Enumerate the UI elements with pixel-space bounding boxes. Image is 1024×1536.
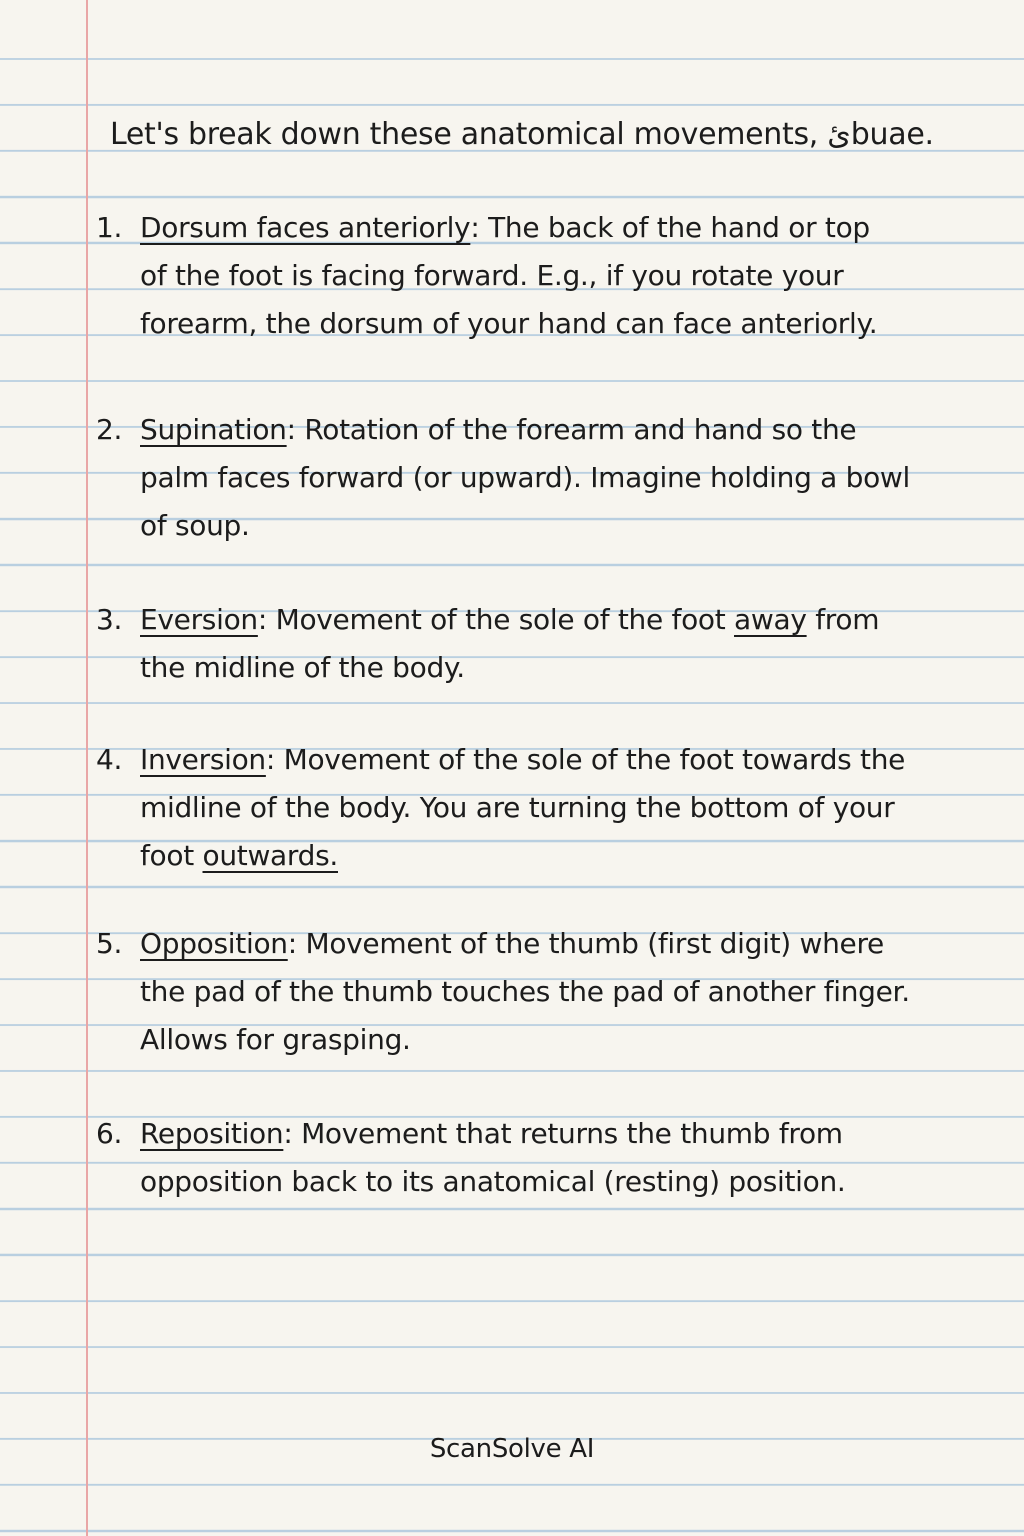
item-emphasis: away [734, 603, 807, 636]
item-term: Opposition [140, 927, 288, 960]
item-number: 3. [96, 603, 123, 636]
item-text: : The back of the hand or top [470, 211, 870, 244]
item-number: 6. [96, 1117, 123, 1150]
item-term: Reposition [140, 1117, 284, 1150]
item-text: from [806, 603, 880, 636]
item-term: Dorsum faces anteriorly [140, 211, 471, 244]
item-number: 1. [96, 211, 123, 244]
item-text: of soup. [140, 509, 250, 542]
item-text: : Movement of the sole of the foot towards the [265, 743, 906, 776]
item-number: 2. [96, 413, 123, 446]
item-text: : Movement of the sole of the foot [257, 603, 735, 636]
item-text: the pad of the thumb touches the pad of another finger. [140, 975, 910, 1008]
list-item-inversion [96, 736, 936, 880]
item-text: forearm, the dorsum of your hand can face anteriorly. [140, 307, 878, 340]
item-number: 5. [96, 927, 123, 960]
item-term: Supination [140, 413, 287, 446]
item-text: of the foot is facing forward. E.g., if you rotate your [140, 259, 844, 292]
item-emphasis: outwards. [202, 839, 338, 872]
item-text: palm faces forward (or upward). Imagine holding a bowl [140, 461, 911, 494]
intro-text: Let's break down these anatomical movements, ئbuae. [110, 117, 934, 152]
list-item-supination [96, 406, 936, 550]
item-text: foot [140, 839, 203, 872]
list-item-dorsum [96, 204, 936, 348]
item-term: Eversion [140, 603, 258, 636]
item-text: opposition back to its anatomical (resting) position. [140, 1165, 846, 1198]
item-text: Allows for grasping. [140, 1023, 411, 1056]
list-item-opposition [96, 920, 936, 1064]
item-text: midline of the body. You are turning the bottom of your [140, 791, 895, 824]
item-text: : Rotation of the forearm and hand so the [286, 413, 857, 446]
list-item-eversion [96, 596, 936, 692]
item-term: Inversion [140, 743, 266, 776]
item-number: 4. [96, 743, 123, 776]
item-text: : Movement that returns the thumb from [283, 1117, 843, 1150]
footer-brand: ScanSolve AI [429, 1434, 595, 1464]
list-item-reposition [96, 1110, 936, 1206]
item-text: : Movement of the thumb (first digit) where [287, 927, 884, 960]
item-text: the midline of the body. [140, 651, 465, 684]
